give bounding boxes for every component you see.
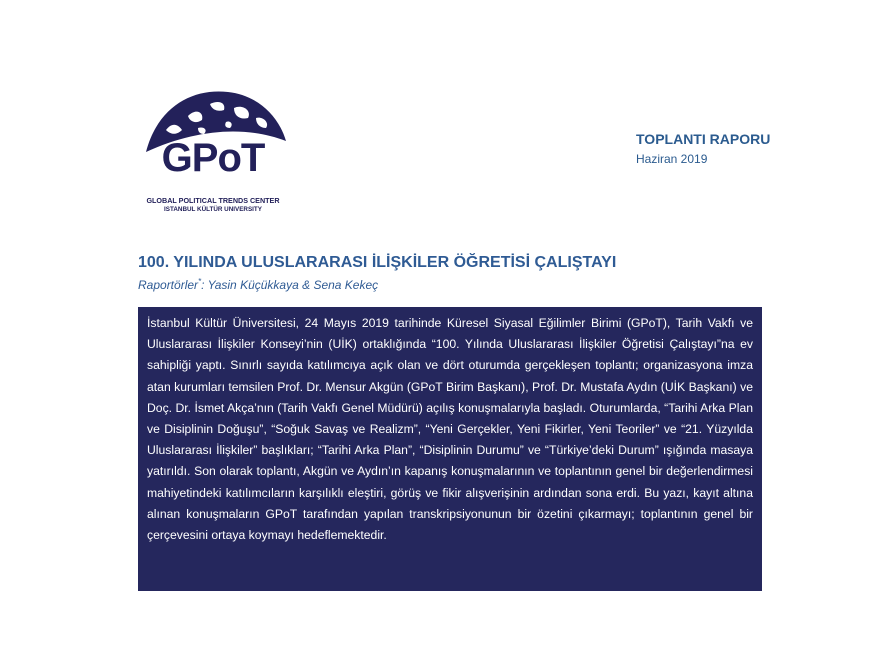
summary-text: İstanbul Kültür Üniversitesi, 24 Mayıs 2019 tarihinde Küresel Siyasal Eğilimler Birimi (GPoT), Tarih Vakfı ve Uluslararası İlişkiler Konseyi’nin (UİK) ortaklığında “100. Yılında Uluslararası İlişkiler Öğretisi Çalıştayı”na ev sahipliği yaptı. Sınırlı sayıda katılımcıya açık olan ve dört oturumda gerçekleşen toplantı; organizasyona imza atan kurumları temsilen Prof. Dr. Mensur Akgün (GPoT Birim Başkanı), Prof. Dr. Mustafa Aydın (UİK Başkanı) ve Doç. Dr. İsmet Akça’nın (Tarih Vakfı Genel Müdürü) açılış konuşmalarıyla başladı. Oturumlarda, “Tarihi Arka Plan ve Disiplinin Doğuşu”, “Soğuk Savaş ve Realizm”, “Yeni Gerçekler, Yeni Fikirler, Yeni Teoriler” ve “21. Yüzyılda Uluslararası İlişkiler” başlıkları; “Tarihi Arka Plan”, “Disiplinin Durumu” ve “Türkiye’deki Durum” ışığında masaya yatırıldı. Son olarak toplantı, Akgün ve Aydın’ın kapanış konuşmalarının ve toplantının genel bir değerlendirmesi mahiyetindeki katılımcıların karşılıklı eleştiri, görüş ve fikir alışverişinin ardından sona erdi. Bu yazı, kayıt altına alınan konuşmaların GPoT tarafından yapılan transkripsiyonunun bir özetini çıkarmayı; toplantının genel bir çerçevesini ortaya koymayı hedeflemektedir. [147,316,753,543]
reporters-names: : Yasin Küçükkaya & Sena Kekeç [201,278,379,292]
logo-wordmark: GPoT [161,136,265,180]
reporters-label: Raportörler [138,278,199,292]
report-type: TOPLANTI RAPORU [636,131,771,147]
reporters-line [138,277,378,292]
logo-subtitle-center: GLOBAL POLITICAL TRENDS CENTER [146,196,280,205]
gpot-logo [138,86,288,221]
logo-subtitle-university: ISTANBUL KÜLTÜR UNIVERSITY [164,206,262,213]
report-date: Haziran 2019 [636,152,708,166]
summary-box [138,307,762,591]
page-title: 100. YILINDA ULUSLARARASI İLİŞKİLER ÖĞRETİSİ ÇALIŞTAYI [138,254,617,271]
footnote-mark: * [198,277,202,286]
